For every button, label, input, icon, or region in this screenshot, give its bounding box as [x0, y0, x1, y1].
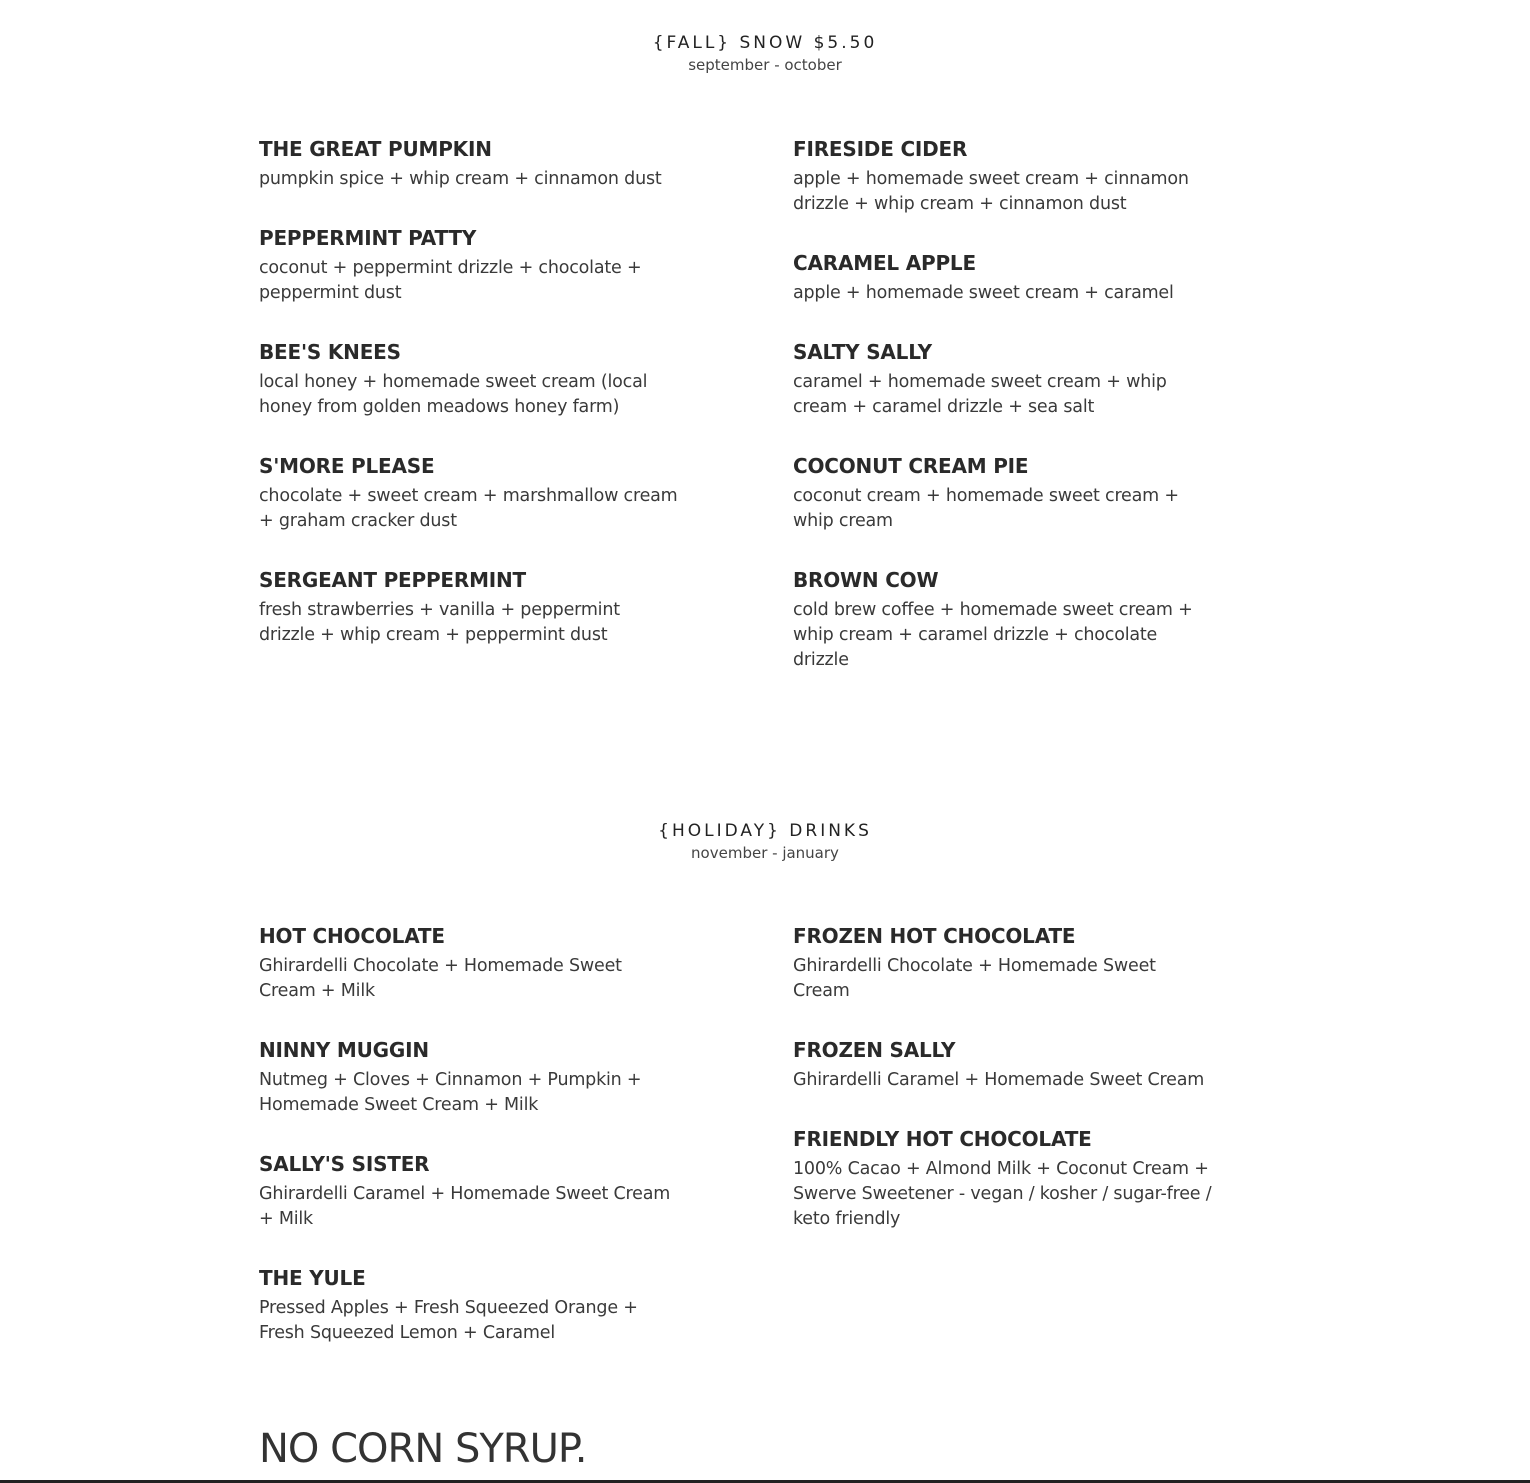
menu-item — [259, 1266, 679, 1346]
menu-item-name: FROZEN SALLY — [793, 1038, 956, 1062]
menu-item-description: Pressed Apples + Fresh Squeezed Orange + Fresh Squeezed Lemon + Caramel — [259, 1298, 638, 1343]
menu-item-description: pumpkin spice + whip cream + cinnamon dust — [259, 169, 662, 189]
fall-right-column — [793, 137, 1213, 701]
menu-item-name: SALLY'S SISTER — [259, 1152, 430, 1176]
menu-item-name: SERGEANT PEPPERMINT — [259, 568, 526, 592]
menu-item — [793, 137, 1213, 217]
menu-item — [793, 924, 1213, 1004]
holiday-left-column — [259, 924, 679, 1374]
menu-item-description: 100% Cacao + Almond Milk + Coconut Cream + Swerve Sweetener - vegan / kosher / sugar-free / keto friendly — [793, 1159, 1212, 1229]
menu-item-name: THE GREAT PUMPKIN — [259, 137, 492, 161]
menu-item — [793, 568, 1213, 673]
menu-item-name: BEE'S KNEES — [259, 340, 401, 364]
fall-section-header — [0, 32, 1530, 76]
menu-item-description: apple + homemade sweet cream + caramel — [793, 283, 1174, 303]
menu-item-name: HOT CHOCOLATE — [259, 924, 445, 948]
menu-item-name: BROWN COW — [793, 568, 939, 592]
menu-item-name: NINNY MUGGIN — [259, 1038, 429, 1062]
menu-item-description: apple + homemade sweet cream + cinnamon drizzle + whip cream + cinnamon dust — [793, 169, 1189, 214]
menu-item-name: FIRESIDE CIDER — [793, 137, 968, 161]
menu-item — [793, 340, 1213, 420]
menu-item — [793, 251, 1213, 306]
menu-item-description: fresh strawberries + vanilla + peppermint drizzle + whip cream + peppermint dust — [259, 600, 620, 645]
menu-item — [259, 340, 679, 420]
fall-left-column — [259, 137, 679, 676]
menu-item-name: FRIENDLY HOT CHOCOLATE — [793, 1127, 1092, 1151]
menu-item — [793, 1127, 1213, 1232]
fall-section-subtitle: september - october — [688, 56, 842, 74]
holiday-section-title: {HOLIDAY} DRINKS — [658, 821, 872, 841]
menu-item-description: Ghirardelli Caramel + Homemade Sweet Cream + Milk — [259, 1184, 671, 1229]
menu-item-description: local honey + homemade sweet cream (local honey from golden meadows honey farm) — [259, 372, 648, 417]
menu-item-description: Ghirardelli Caramel + Homemade Sweet Cream — [793, 1070, 1205, 1090]
menu-item — [259, 226, 679, 306]
menu-item-name: THE YULE — [259, 1266, 366, 1290]
menu-item — [259, 924, 679, 1004]
menu-item — [259, 454, 679, 534]
menu-item — [259, 1152, 679, 1232]
menu-item-description: coconut + peppermint drizzle + chocolate + peppermint dust — [259, 258, 642, 303]
menu-item — [259, 137, 679, 192]
menu-item-description: Ghirardelli Chocolate + Homemade Sweet Cream + Milk — [259, 956, 622, 1001]
menu-item-name: PEPPERMINT PATTY — [259, 226, 477, 250]
menu-item-description: caramel + homemade sweet cream + whip cream + caramel drizzle + sea salt — [793, 372, 1167, 417]
menu-item-description: Nutmeg + Cloves + Cinnamon + Pumpkin + Homemade Sweet Cream + Milk — [259, 1070, 642, 1115]
menu-item-name: CARAMEL APPLE — [793, 251, 976, 275]
menu-item-description: cold brew coffee + homemade sweet cream + whip cream + caramel drizzle + chocolate drizzle — [793, 600, 1193, 670]
menu-item — [259, 568, 679, 648]
menu-item-name: S'MORE PLEASE — [259, 454, 435, 478]
menu-item-description: chocolate + sweet cream + marshmallow cream + graham cracker dust — [259, 486, 678, 531]
holiday-section-subtitle: november - january — [691, 844, 839, 862]
menu-item — [259, 1038, 679, 1118]
menu-item-name: SALTY SALLY — [793, 340, 932, 364]
menu-item — [793, 1038, 1213, 1093]
menu-item-description: Ghirardelli Chocolate + Homemade Sweet Cream — [793, 956, 1156, 1001]
holiday-section-header — [0, 820, 1530, 864]
menu-item-description: coconut cream + homemade sweet cream + whip cream — [793, 486, 1179, 531]
menu-item-name: COCONUT CREAM PIE — [793, 454, 1029, 478]
fall-section-title: {FALL} SNOW $5.50 — [652, 33, 878, 53]
menu-item-name: FROZEN HOT CHOCOLATE — [793, 924, 1076, 948]
no-corn-syrup-tagline: NO CORN SYRUP. — [259, 1426, 587, 1472]
menu-item — [793, 454, 1213, 534]
holiday-right-column — [793, 924, 1213, 1260]
